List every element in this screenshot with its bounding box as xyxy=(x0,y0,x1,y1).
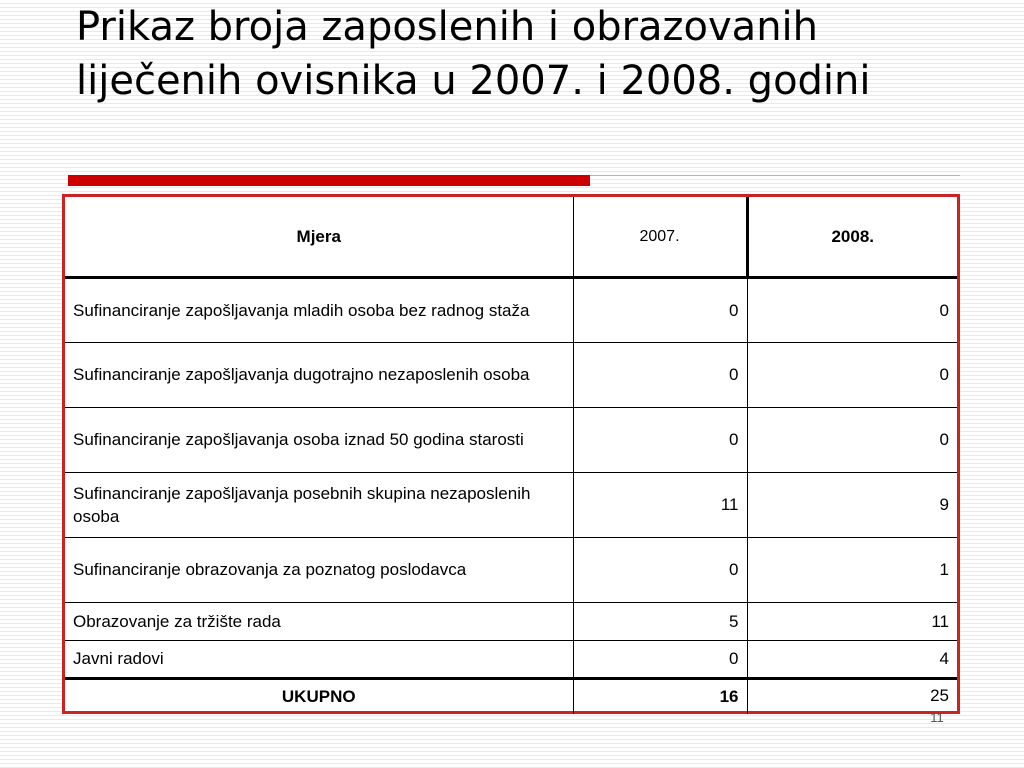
row-label: Sufinanciranje zapošljavanja posebnih skupina nezaposlenih osoba xyxy=(65,472,573,537)
header-2008: 2008. xyxy=(747,197,957,277)
header-2007: 2007. xyxy=(573,197,747,277)
row-value-2007: 0 xyxy=(573,640,747,678)
row-value-2008: 9 xyxy=(747,472,957,537)
title-accent-line xyxy=(590,175,960,176)
table-row xyxy=(65,602,957,640)
row-label: Sufinanciranje obrazovanja za poznatog poslodavca xyxy=(65,537,573,602)
table-row xyxy=(65,472,957,537)
total-value-2007: 16 xyxy=(573,678,747,714)
total-label: UKUPNO xyxy=(65,678,573,714)
row-value-2007: 0 xyxy=(573,342,747,407)
table-row xyxy=(65,640,957,678)
slide-page-number: 11 xyxy=(930,710,944,725)
table-header-row xyxy=(65,197,957,277)
row-value-2007: 11 xyxy=(573,472,747,537)
data-table-frame xyxy=(62,194,960,714)
row-value-2007: 5 xyxy=(573,602,747,640)
table-row xyxy=(65,407,957,472)
row-value-2008: 0 xyxy=(747,342,957,407)
table-total-row xyxy=(65,678,957,714)
row-value-2007: 0 xyxy=(573,537,747,602)
row-value-2008: 4 xyxy=(747,640,957,678)
data-table xyxy=(65,197,957,714)
row-label: Sufinanciranje zapošljavanja mladih osoba bez radnog staža xyxy=(65,277,573,342)
row-value-2008: 1 xyxy=(747,537,957,602)
table-row xyxy=(65,342,957,407)
table-row xyxy=(65,277,957,342)
header-mjera: Mjera xyxy=(65,197,573,277)
title-accent-bar xyxy=(68,175,590,186)
row-value-2008: 11 xyxy=(747,602,957,640)
row-label: Javni radovi xyxy=(65,640,573,678)
table-row xyxy=(65,537,957,602)
row-value-2007: 0 xyxy=(573,277,747,342)
row-label: Sufinanciranje zapošljavanja osoba iznad 50 godina starosti xyxy=(65,407,573,472)
row-value-2007: 0 xyxy=(573,407,747,472)
total-value-2008: 25 xyxy=(747,678,957,714)
slide-title: Prikaz broja zaposlenih i obrazovanih liječenih ovisnika u 2007. i 2008. godini xyxy=(76,4,871,104)
row-label: Sufinanciranje zapošljavanja dugotrajno nezaposlenih osoba xyxy=(65,342,573,407)
row-value-2008: 0 xyxy=(747,407,957,472)
row-label: Obrazovanje za tržište rada xyxy=(65,602,573,640)
row-value-2008: 0 xyxy=(747,277,957,342)
